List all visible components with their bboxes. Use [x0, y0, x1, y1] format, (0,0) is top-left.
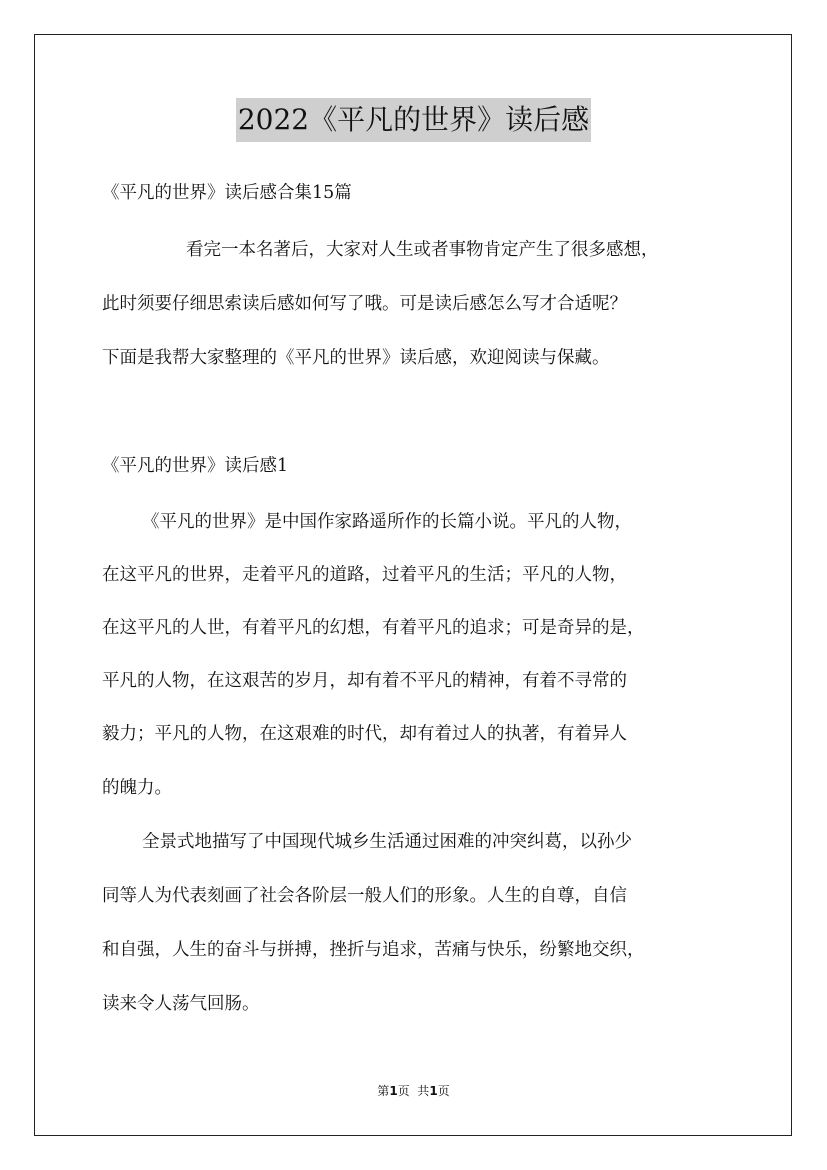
- paragraph-line: 的魄力。: [102, 778, 172, 798]
- paragraph-line: 读来令人荡气回肠。: [102, 994, 260, 1014]
- page-footer: [0, 1083, 827, 1099]
- intro-line: 看完一本名著后，大家对人生或者事物肯定产生了很多感想，: [186, 240, 659, 260]
- document-title: 2022《平凡的世界》读后感: [236, 98, 591, 142]
- page-current: 1: [389, 1084, 398, 1098]
- paragraph-line: 全景式地描写了中国现代城乡生活通过困难的冲突纠葛，以孙少: [142, 832, 632, 852]
- section-heading: 《平凡的世界》读后感1: [102, 456, 289, 476]
- page-total: 1: [429, 1084, 438, 1098]
- page-prefix: 第: [377, 1084, 390, 1098]
- paragraph-line: 同等人为代表刻画了社会各阶层一般人们的形象。人生的自尊，自信: [102, 886, 627, 906]
- document-subtitle: 《平凡的世界》读后感合集15篇: [102, 183, 352, 203]
- intro-line: 此时须要仔细思索读后感如何写了哦。可是读后感怎么写才合适呢？: [102, 294, 627, 314]
- paragraph-line: 《平凡的世界》是中国作家路遥所作的长篇小说。平凡的人物，: [142, 512, 632, 532]
- paragraph-line: 毅力；平凡的人物，在这艰难的时代，却有着过人的执著，有着异人: [102, 724, 627, 744]
- paragraph-line: 在这平凡的人世，有着平凡的幻想，有着平凡的追求；可是奇异的是，: [102, 618, 645, 638]
- paragraph-line: 和自强，人生的奋斗与拼搏，挫折与追求，苦痛与快乐，纷繁地交织，: [102, 940, 645, 960]
- page-mid: 页 共: [397, 1084, 430, 1098]
- paragraph-line: 在这平凡的世界，走着平凡的道路，过着平凡的生活；平凡的人物，: [102, 565, 627, 585]
- title-container: [0, 98, 827, 142]
- paragraph-line: 平凡的人物，在这艰苦的岁月，却有着不平凡的精神，有着不寻常的: [102, 671, 627, 691]
- intro-line: 下面是我帮大家整理的《平凡的世界》读后感，欢迎阅读与保藏。: [102, 348, 610, 368]
- page-suffix: 页: [437, 1084, 450, 1098]
